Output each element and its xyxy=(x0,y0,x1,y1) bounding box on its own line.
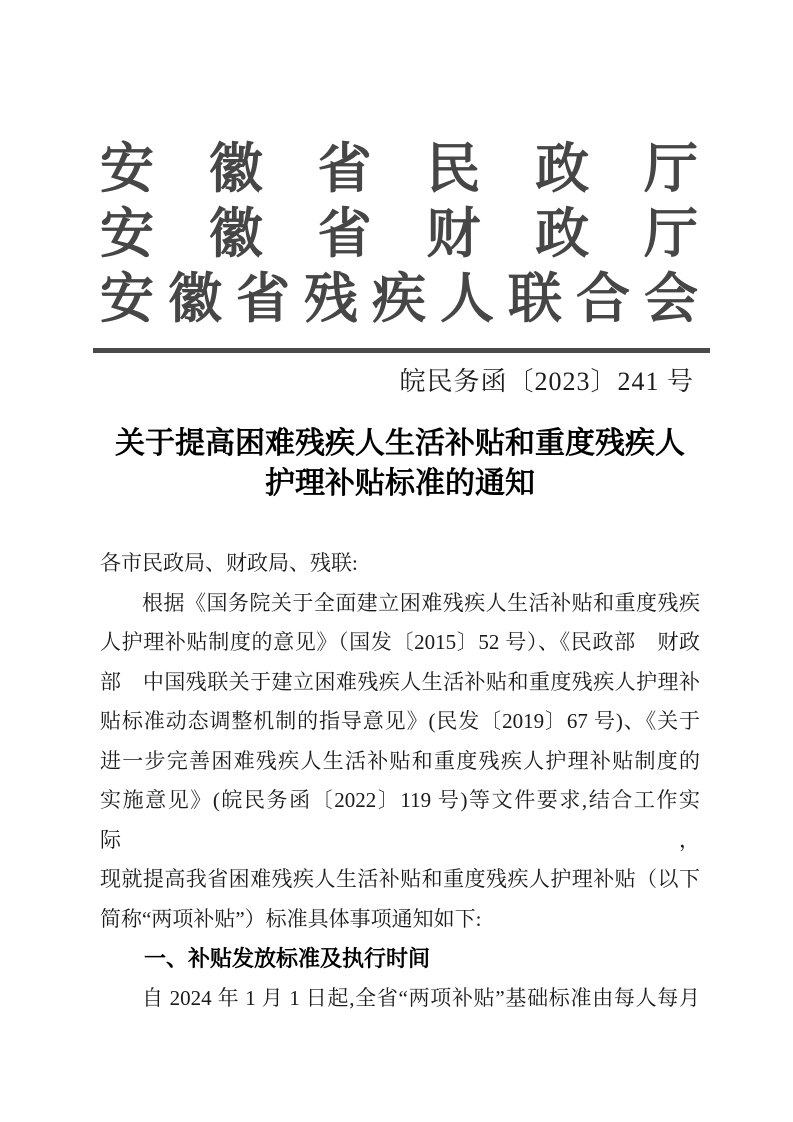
paragraph1-line-2: 人护理补贴制度的意见》（国发〔2015〕52 号）、《民政部 财政 xyxy=(100,630,700,654)
salutation: 各市民政局、财政局、残联: xyxy=(100,551,358,575)
title-line-1: 关于提高困难残疾人生活补贴和重度残疾人 xyxy=(115,427,685,460)
title-line-2: 护理补贴标准的通知 xyxy=(265,467,535,500)
letterhead-divider xyxy=(93,348,710,353)
section1-heading: 一、补贴发放标准及执行时间 xyxy=(144,946,431,971)
paragraph1-line-4: 贴标准动态调整机制的指导意见》(民发〔2019〕67 号)、《关于 xyxy=(100,709,700,733)
paragraph1-line-7: 现就提高我省困难残疾人生活补贴和重度残疾人护理补贴（以下 xyxy=(100,867,700,891)
paragraph1-line-1: 根据《国务院关于全面建立困难残疾人生活补贴和重度残疾 xyxy=(142,590,700,615)
document-number: 皖民务函〔2023〕241 号 xyxy=(399,367,694,396)
letterhead xyxy=(100,132,698,327)
document-body xyxy=(100,544,700,1018)
paragraph2-line-1: 自 2024 年 1 月 1 日起,全省“两项补贴”基础标准由每人每月 xyxy=(142,985,700,1010)
paragraph1-line-8: 简称“两项补贴”）标准具体事项通知如下: xyxy=(100,906,482,931)
paragraph1-line-5: 进一步完善困难残疾人生活补贴和重度残疾人护理补贴制度的 xyxy=(100,748,700,773)
document-title xyxy=(100,424,700,504)
paragraph1-line-3: 部 中国残联关于建立困难残疾人生活补贴和重度残疾人护理补 xyxy=(100,669,700,694)
letterhead-line-2: 安 徽 省 财 政 厅 xyxy=(100,204,698,264)
letterhead-line-1: 安 徽 省 民 政 厅 xyxy=(100,139,698,199)
paragraph1-line-6: 实施意见》(皖民务函〔2022〕119 号)等文件要求,结合工作实际， xyxy=(100,788,700,852)
letterhead-line-3: 安 徽 省 残 疾 人 联 合 会 xyxy=(100,269,698,329)
